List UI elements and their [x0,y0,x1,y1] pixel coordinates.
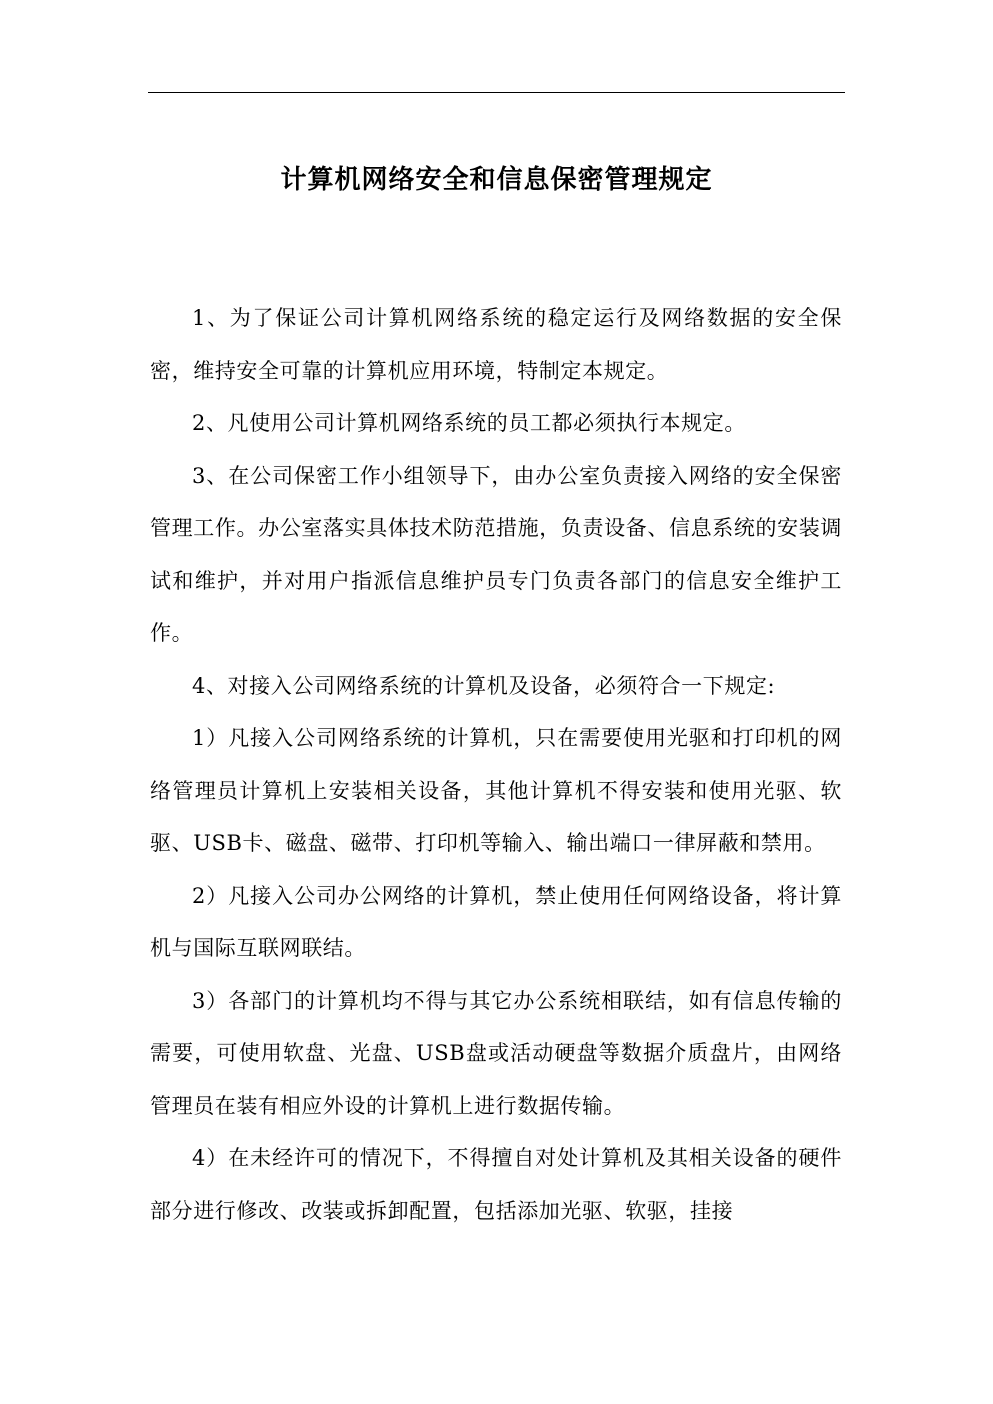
paragraph-3: 3、在公司保密工作小组领导下，由办公室负责接入网络的安全保密管理工作。办公室落实具体技术防范措施，负责设备、信息系统的安装调试和维护，并对用户指派信息维护员专门负责各部门的信息安全维护工作。 [150,463,842,645]
paragraph-4-4: 4）在未经许可的情况下，不得擅自对处计算机及其相关设备的硬件部分进行修改、改装或拆卸配置，包括添加光驱、软驱，挂接 [150,1146,842,1223]
paragraph-4: 4、对接入公司网络系统的计算机及设备，必须符合一下规定: [192,673,776,698]
header-rule [148,92,845,93]
paragraph-4-3: 3）各部门的计算机均不得与其它办公系统相联结，如有信息传输的需要，可使用软盘、光盘、USB盘或活动硬盘等数据介质盘片，由网络管理员在装有相应外设的计算机上进行数据传输。 [150,988,842,1118]
paragraph-4-1: 1）凡接入公司网络系统的计算机，只在需要使用光驱和打印机的网络管理员计算机上安装相关设备，其他计算机不得安装和使用光驱、软驱、USB卡、磁盘、磁带、打印机等输入、输出端口一律屏蔽和禁用。 [150,726,842,855]
document-title: 计算机网络安全和信息保密管理规定 [280,165,713,195]
paragraph-1: 1、为了保证公司计算机网络系统的稳定运行及网络数据的安全保密，维持安全可靠的计算机应用环境，特制定本规定。 [150,306,842,383]
paragraph-4-2: 2）凡接入公司办公网络的计算机，禁止使用任何网络设备，将计算机与国际互联网联结。 [150,883,842,960]
document-body [150,292,842,1237]
paragraph-2: 2、凡使用公司计算机网络系统的员工都必须执行本规定。 [192,411,746,435]
